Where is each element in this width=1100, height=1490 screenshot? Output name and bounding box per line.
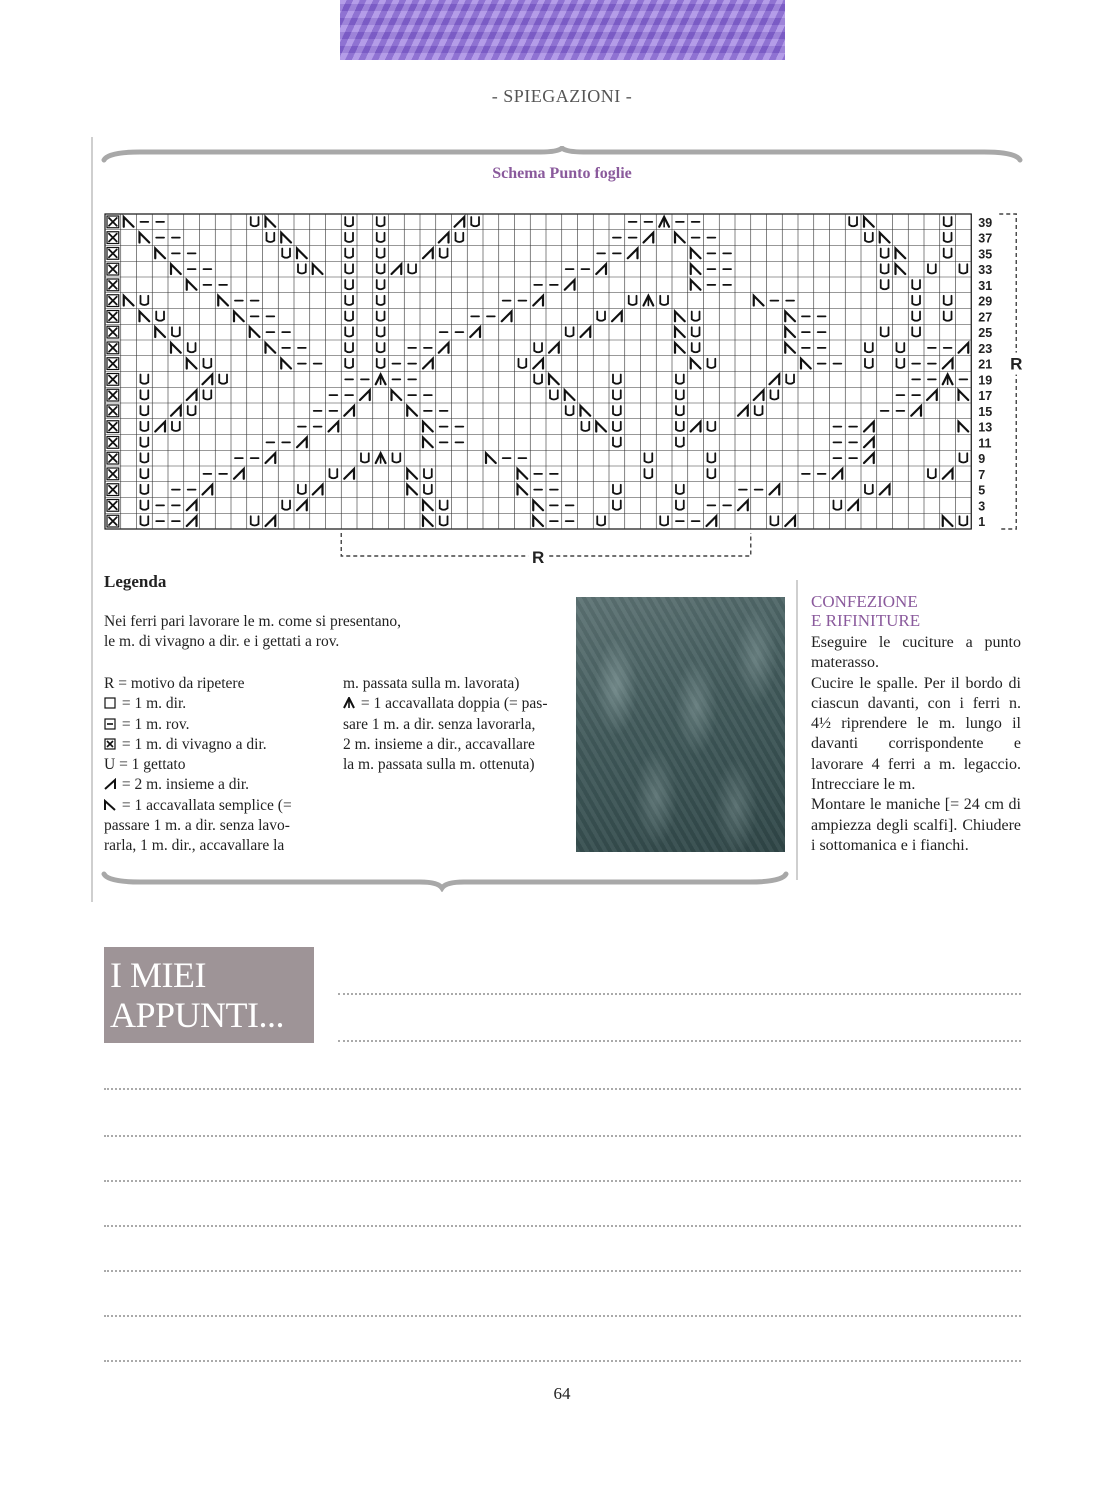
chart-row-number: 33 [978,263,993,278]
legend-entry-text: R = motivo da ripetere [104,675,245,692]
notes-line[interactable] [104,1270,1021,1272]
legend-entry-text: = 1 accavallata semplice (= [121,796,292,814]
chart-row-number: 29 [978,294,993,309]
legend-entry [104,674,334,694]
legend-entry-text: = 1 accavallata doppia (= pas- [360,695,548,713]
chart-title: Schema Punto foglie [492,165,632,182]
chart-row-number: 35 [978,247,993,262]
notes-heading-line: I MIEI [110,955,206,995]
chart-row-number: 1 [978,515,986,530]
k2tog-mark-icon [104,776,116,788]
x-square-icon [104,736,116,748]
legend-entry [104,715,334,735]
legend-entry-text: la m. passata sulla m. ottenuta) [343,756,535,774]
empty-square-icon [104,695,116,707]
chart-grid-lines [105,214,971,529]
notes-line[interactable] [104,1088,1021,1090]
legend-entry [343,694,558,714]
legend-entry-text: = 2 m. insieme a dir. [121,776,250,794]
chart-row-number: 5 [978,483,986,498]
notes-heading-box [104,947,314,1043]
legend-entry [343,674,558,694]
legend-entry-text: = 1 m. dir. [121,695,187,713]
legend-entry [104,755,334,775]
confezione-title [811,592,1021,630]
chart-row-number: 11 [978,436,992,451]
chart-row-number: 39 [978,215,993,230]
notes-line[interactable] [104,1360,1021,1362]
legend-entry [343,755,558,775]
chart-row-number: 3 [978,499,986,514]
skpo-mark-icon [104,797,116,809]
legend-column-2 [343,674,558,775]
legend-entry-text: passare 1 m. a dir. senza lavo- [104,817,290,835]
minus-square-icon [104,716,116,728]
legend-column-1 [104,674,334,857]
legend-title: Legenda [104,572,167,591]
confezione-title-line: E RIFINITURE [811,611,921,630]
knitting-chart [0,0,1100,570]
repeat-label-right: R [1010,354,1023,374]
confezione-paragraph: Eseguire le cuciture a punto materasso. [811,634,1021,672]
confezione-body [811,633,1021,856]
legend-entry [104,775,334,795]
section-title: - SPIEGAZIONI - [491,86,633,106]
page-number: 64 [553,1384,571,1403]
legend-entry [104,816,334,836]
bottom-decorative-brace [100,866,790,892]
legend-entry-text: U = 1 gettato [104,756,186,774]
legend-intro [104,612,524,652]
chart-row-number: 7 [978,467,986,482]
confezione-paragraph: Cucire le spalle. Per il bordo di ciascun davanti, con i ferri n. 4½ riprendere le m. lungo il davanti corrispondente e lavorare 4 ferri a m. legaccio. Intrecciare le m. [811,674,1021,794]
legend-entry-text: = 1 m. di vivagno a dir. [121,735,267,753]
notes-line[interactable] [338,993,1021,995]
chart-row-number: 21 [978,357,993,372]
chart-row-number: 13 [978,420,993,435]
chart-row-number: 17 [978,389,993,404]
notes-line[interactable] [104,1135,1021,1137]
legend-entry [343,715,558,735]
legend-intro-line: Nei ferri pari lavorare le m. come si presentano, [104,613,401,630]
notes-heading-line: APPUNTI... [110,995,285,1035]
legend-entry [104,796,334,816]
legend-entry-text: m. passata sulla m. lavorata) [343,675,520,692]
legend-entry-text: rarla, 1 m. dir., accavallare la [104,837,285,855]
legend-entry-text: sare 1 m. a dir. senza lavorarla, [343,715,536,733]
chart-row-number: 27 [978,310,993,325]
chart-row-number: 31 [978,278,993,293]
repeat-label-bottom: R [531,548,545,567]
legend-entry [104,735,334,755]
leaf-stitch-photo [576,597,785,852]
notes-line[interactable] [104,1225,1021,1227]
confezione-paragraph: Montare le maniche [= 24 cm di ampiezza degli scalfi]. Chiudere i sottomanica e i fianchi. [811,796,1021,854]
notes-line[interactable] [338,1040,1021,1042]
legend-entry [104,836,334,856]
chart-row-number: 19 [978,373,993,388]
notes-line[interactable] [104,1315,1021,1317]
double-dec-mark-icon [343,695,355,707]
chart-row-number: 15 [978,404,993,419]
notes-line[interactable] [104,1180,1021,1182]
legend-entry [104,694,334,714]
chart-row-number: 9 [978,452,986,467]
chart-row-number: 23 [978,341,993,356]
confezione-title-line: CONFEZIONE [811,592,918,611]
legend-entry-text: 2 m. insieme a dir., accavallare [343,735,535,753]
chart-row-number: 25 [978,326,993,341]
legend-entry [343,735,558,755]
legend-entry-text: = 1 m. rov. [121,715,190,733]
right-column-rule [796,580,798,880]
legend-intro-line: le m. di vivagno a dir. e i gettati a rov. [104,633,340,650]
chart-row-number: 37 [978,231,993,246]
